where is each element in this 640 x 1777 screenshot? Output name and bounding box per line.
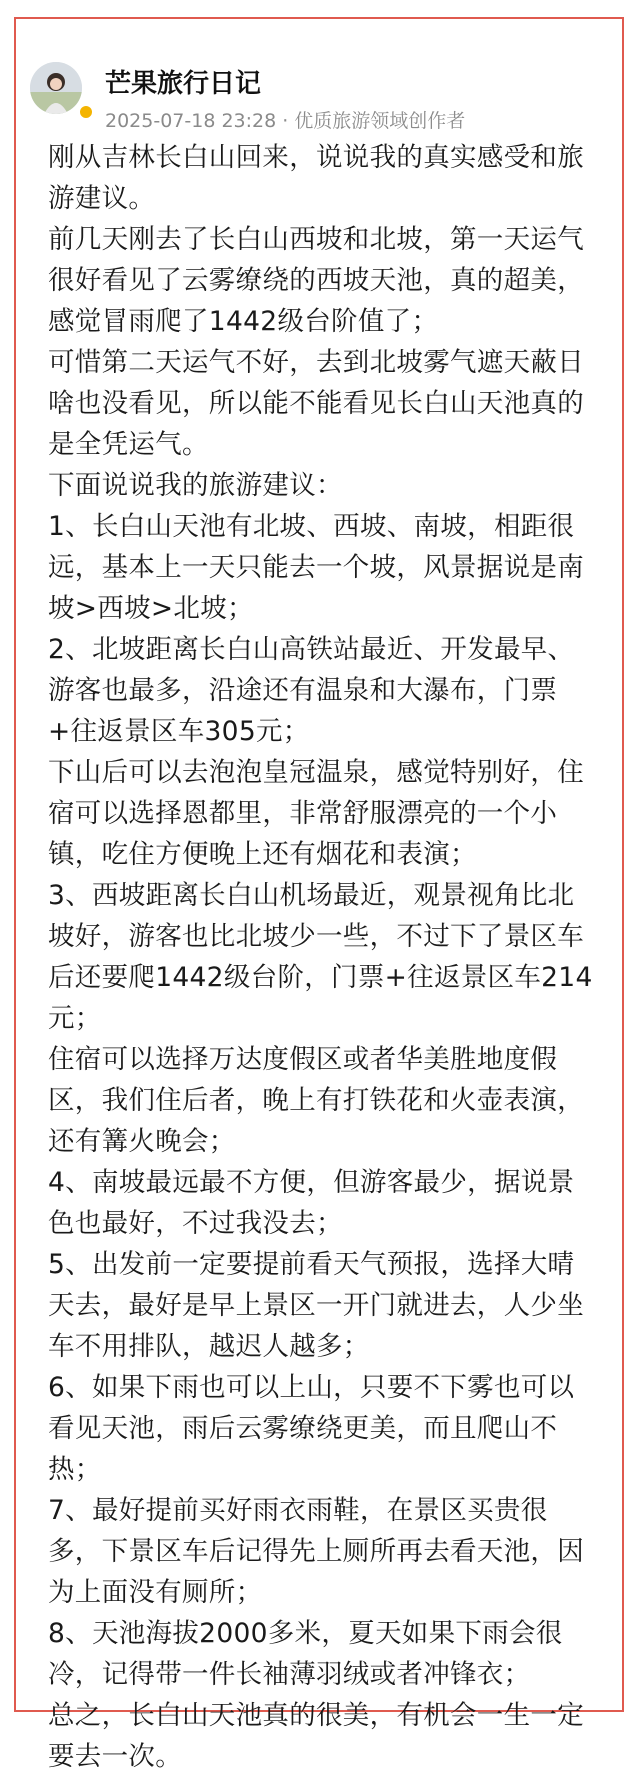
post-timestamp: 2025-07-18 23:28 (105, 110, 277, 132)
post-paragraph: 7、最好提前买好雨衣雨鞋，在景区买贵很多，下景区车后记得先上厕所再去看天池，因为上面没有厕所； (48, 1495, 584, 1608)
post-paragraph: 1、长白山天池有北坡、西坡、南坡，相距很远，基本上一天只能去一个坡，风景据说是南坡>西坡>北坡； (48, 511, 584, 624)
post-paragraph: 4、南坡最远最不方便，但游客最少，据说景色也最好，不过我没去； (48, 1167, 575, 1239)
post-paragraph: 6、如果下雨也可以上山，只要不下雾也可以看见天池，雨后云雾缭绕更美，而且爬山不热； (48, 1372, 575, 1485)
verified-badge-icon (78, 104, 94, 120)
post-paragraph: 总之，长白山天池真的很美，有机会一生一定要去一次。 (48, 1700, 584, 1772)
post-paragraph: 可惜第二天运气不好，去到北坡雾气遮天蔽日啥也没看见，所以能不能看见长白山天池真的是全凭运气。 (48, 347, 584, 460)
avatar-image (30, 62, 82, 114)
post-meta (105, 106, 465, 133)
post-paragraph: 5、出发前一定要提前看天气预报，选择大晴天去，最好是早上景区一开门就进去，人少坐车不用排队，越迟人越多； (48, 1249, 584, 1362)
post-paragraph: 下山后可以去泡泡皇冠温泉，感觉特别好，住宿可以选择恩都里，非常舒服漂亮的一个小镇，吃住方便晚上还有烟花和表演； (48, 757, 584, 870)
post-paragraph: 下面说说我的旅游建议： (48, 470, 343, 501)
post-paragraph: 刚从吉林长白山回来，说说我的真实感受和旅游建议。 (48, 142, 584, 214)
avatar[interactable] (30, 62, 82, 114)
post-paragraph: 2、北坡距离长白山高铁站最近、开发最早、游客也最多，沿途还有温泉和大瀑布，门票+往返景区车305元； (48, 634, 575, 747)
post-paragraph: 3、西坡距离长白山机场最近，观景视角比北坡好，游客也比北坡少一些，不过下了景区车后还要爬1442级台阶，门票+往返景区车214元； (48, 880, 593, 1034)
post-paragraph: 住宿可以选择万达度假区或者华美胜地度假区，我们住后者，晚上有打铁花和火壶表演，还有篝火晚会； (48, 1044, 584, 1157)
post-paragraph: 前几天刚去了长白山西坡和北坡，第一天运气很好看见了云雾缭绕的西坡天池，真的超美，感觉冒雨爬了1442级台阶值了； (48, 224, 584, 337)
post-body (48, 137, 600, 1777)
author-title: 优质旅游领域创作者 (294, 110, 466, 132)
post-header (30, 40, 640, 140)
author-name[interactable]: 芒果旅行日记 (105, 69, 262, 99)
meta-separator: · (282, 110, 289, 132)
post-paragraph: 8、天池海拔2000多米，夏天如果下雨会很冷，记得带一件长袖薄羽绒或者冲锋衣； (48, 1618, 563, 1690)
